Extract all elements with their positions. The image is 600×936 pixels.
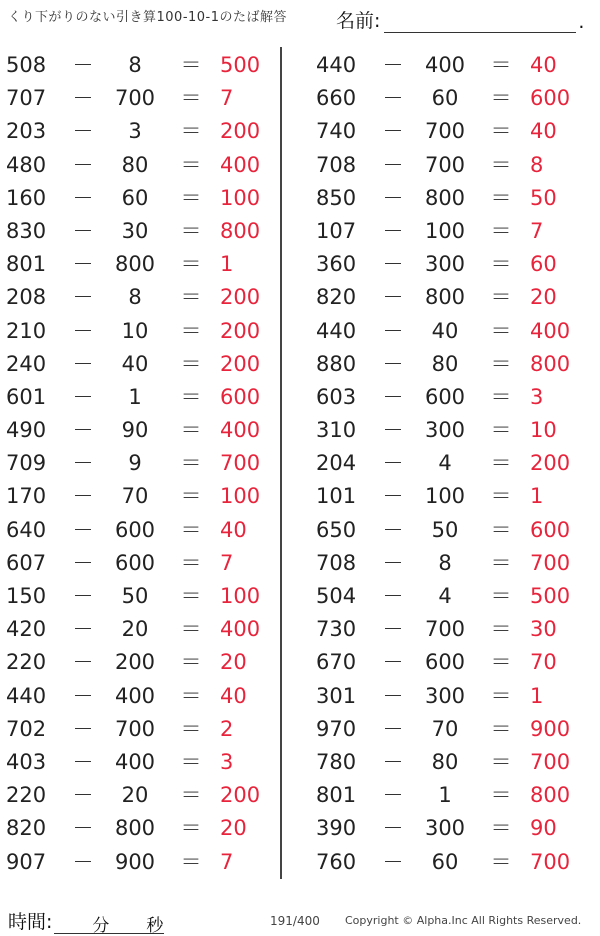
answer: 700 [220,451,261,476]
equals-sign: ＝ [490,484,512,509]
minus-sign: － [382,218,404,243]
answer: 7 [220,86,234,111]
minuend: 607 [6,550,47,575]
minuend: 360 [316,252,357,277]
equals-sign: ＝ [180,351,202,376]
minuend: 760 [316,849,357,874]
minuend: 730 [316,617,357,642]
answer: 200 [220,318,261,343]
answer: 10 [530,418,557,443]
subtrahend: 900 [114,849,156,874]
equals-sign: ＝ [490,451,512,476]
subtrahend: 300 [424,683,466,708]
minus-sign: － [72,218,94,243]
minus-sign: － [72,185,94,210]
equals-sign: ＝ [180,285,202,310]
minuend: 801 [316,783,357,808]
equals-sign: ＝ [180,716,202,741]
answer: 3 [220,749,234,774]
subtrahend: 4 [438,584,452,608]
minuend: 820 [316,285,357,310]
answer: 30 [530,617,557,642]
worksheet-title: くり下がりのない引き算100-10-1のたば解答 [8,10,288,25]
subtrahend: 70 [431,716,459,741]
minus-sign: － [72,816,94,841]
answer: 40 [220,517,247,542]
equals-sign: ＝ [490,683,512,708]
minuend: 150 [6,584,47,608]
equals-sign: ＝ [490,418,512,443]
minus-sign: － [72,517,94,542]
answer: 1 [220,252,234,277]
minus-sign: － [382,783,404,808]
equals-sign: ＝ [180,252,202,277]
minuend: 420 [6,617,47,642]
minuend: 107 [316,218,357,243]
equals-sign: ＝ [490,849,512,874]
minuend: 850 [316,185,357,210]
subtrahend: 8 [128,285,142,310]
equals-sign: ＝ [490,218,512,243]
answer: 100 [220,185,261,210]
subtrahend: 700 [424,152,466,177]
answer: 40 [530,53,557,77]
answer: 50 [530,185,557,210]
equals-sign: ＝ [490,53,512,77]
answer: 800 [530,351,571,376]
subtrahend: 700 [114,716,156,741]
minus-sign: － [72,119,94,144]
minuend: 203 [6,119,47,144]
answer: 700 [530,849,571,874]
minus-sign: － [382,716,404,741]
minutes-label: 分 [92,916,110,936]
equals-sign: ＝ [180,816,202,841]
subtrahend: 4 [438,451,452,476]
minuend: 820 [6,816,47,841]
minuend: 403 [6,749,47,774]
minus-sign: － [72,152,94,177]
answer: 90 [530,816,557,841]
equals-sign: ＝ [490,783,512,808]
subtrahend: 100 [424,218,466,243]
subtrahend: 800 [114,252,156,277]
minuend: 220 [6,650,47,675]
minuend: 208 [6,285,47,310]
minus-sign: － [72,683,94,708]
answer: 20 [530,285,557,310]
minuend: 490 [6,418,47,443]
subtrahend: 8 [438,550,452,575]
minus-sign: － [382,749,404,774]
equals-sign: ＝ [180,384,202,409]
equals-sign: ＝ [490,517,512,542]
minuend: 390 [316,816,357,841]
minus-sign: － [382,816,404,841]
subtrahend: 300 [424,418,466,443]
equals-sign: ＝ [490,650,512,675]
subtrahend: 1 [438,783,452,808]
minus-sign: － [382,550,404,575]
subtrahend: 300 [424,252,466,277]
equals-sign: ＝ [180,53,202,77]
minus-sign: － [72,318,94,343]
equals-sign: ＝ [490,185,512,210]
minus-sign: － [382,252,404,277]
subtrahend: 90 [121,418,149,443]
subtrahend: 50 [431,517,459,542]
equals-sign: ＝ [490,86,512,111]
equals-sign: ＝ [180,749,202,774]
copyright-notice: Copyright © Alpha.Inc All Rights Reserved. [345,914,582,927]
answer: 40 [220,683,247,708]
minus-sign: － [382,849,404,874]
minus-sign: － [72,285,94,310]
answer: 7 [530,218,544,243]
subtrahend: 300 [424,816,466,841]
equals-sign: ＝ [180,484,202,509]
answer: 20 [220,650,247,675]
equals-sign: ＝ [490,816,512,841]
equals-sign: ＝ [180,86,202,111]
column-divider [280,47,282,879]
minus-sign: － [382,451,404,476]
subtrahend: 200 [114,650,156,675]
subtrahend: 700 [114,86,156,111]
answer: 400 [220,617,261,642]
subtrahend: 80 [431,749,459,774]
minus-sign: － [72,53,94,77]
equals-sign: ＝ [180,550,202,575]
minus-sign: － [72,351,94,376]
answer: 500 [530,584,571,608]
subtrahend: 1 [128,384,142,409]
minus-sign: － [72,650,94,675]
minuend: 508 [6,53,47,77]
minuend: 702 [6,716,47,741]
minuend: 480 [6,152,47,177]
minuend: 504 [316,584,357,608]
subtrahend: 800 [424,185,466,210]
subtrahend: 8 [128,53,142,77]
minus-sign: － [72,252,94,277]
minus-sign: － [382,86,404,111]
subtrahend: 100 [424,484,466,509]
equals-sign: ＝ [180,318,202,343]
minus-sign: － [72,484,94,509]
minuend: 640 [6,517,47,542]
answer: 600 [530,86,571,111]
equals-sign: ＝ [490,384,512,409]
answer: 700 [530,749,571,774]
equals-sign: ＝ [490,318,512,343]
answer: 600 [530,517,571,542]
equals-sign: ＝ [490,749,512,774]
answer: 8 [530,152,544,177]
minuend: 650 [316,517,357,542]
minus-sign: － [72,384,94,409]
equals-sign: ＝ [490,617,512,642]
subtrahend: 50 [121,584,149,608]
answer: 7 [220,849,234,874]
subtrahend: 10 [121,318,149,343]
equals-sign: ＝ [490,252,512,277]
answer: 2 [220,716,234,741]
equals-sign: ＝ [490,716,512,741]
equals-sign: ＝ [180,584,202,608]
minus-sign: － [382,285,404,310]
answer: 70 [530,650,557,675]
name-label: 名前: [336,10,381,32]
equals-sign: ＝ [490,285,512,310]
minuend: 240 [6,351,47,376]
minus-sign: － [72,418,94,443]
subtrahend: 60 [431,849,459,874]
minuend: 830 [6,218,47,243]
minus-sign: － [382,53,404,77]
minuend: 709 [6,451,47,476]
minus-sign: － [382,683,404,708]
minuend: 740 [316,119,357,144]
page-number: 191/400 [270,914,320,928]
minuend: 220 [6,783,47,808]
equals-sign: ＝ [180,650,202,675]
subtrahend: 600 [424,650,466,675]
subtrahend: 700 [424,617,466,642]
minuend: 301 [316,683,357,708]
minus-sign: － [382,152,404,177]
minus-sign: － [382,119,404,144]
minuend: 440 [6,683,47,708]
subtrahend: 80 [431,351,459,376]
answer: 3 [530,384,544,409]
minuend: 907 [6,849,47,874]
minus-sign: － [382,517,404,542]
equals-sign: ＝ [180,451,202,476]
answer: 700 [530,550,571,575]
seconds-label: 秒 [146,916,164,936]
answer: 100 [220,484,261,509]
minuend: 670 [316,650,357,675]
answer: 800 [530,783,571,808]
subtrahend: 800 [114,816,156,841]
minuend: 101 [316,484,357,509]
minuend: 801 [6,252,47,277]
equals-sign: ＝ [180,849,202,874]
subtrahend: 30 [121,218,149,243]
answer: 400 [220,418,261,443]
minuend: 708 [316,152,357,177]
minuend: 204 [316,451,357,476]
minus-sign: － [382,650,404,675]
minus-sign: － [382,318,404,343]
equals-sign: ＝ [180,517,202,542]
minus-sign: － [382,584,404,608]
minuend: 708 [316,550,357,575]
answer: 900 [530,716,571,741]
minuend: 210 [6,318,47,343]
equals-sign: ＝ [180,683,202,708]
minuend: 880 [316,351,357,376]
answer: 100 [220,584,261,608]
answer: 800 [220,218,261,243]
answer: 1 [530,683,544,708]
subtrahend: 40 [431,318,459,343]
minuend: 440 [316,318,357,343]
equals-sign: ＝ [180,218,202,243]
equals-sign: ＝ [490,550,512,575]
minus-sign: － [382,418,404,443]
minus-sign: － [382,185,404,210]
answer: 200 [530,451,571,476]
time-blank-line [54,911,164,934]
equals-sign: ＝ [180,418,202,443]
name-suffix: . [578,11,585,33]
subtrahend: 600 [114,517,156,542]
minuend: 603 [316,384,357,409]
subtrahend: 70 [121,484,149,509]
answer: 400 [530,318,571,343]
equals-sign: ＝ [490,119,512,144]
minuend: 601 [6,384,47,409]
equals-sign: ＝ [490,351,512,376]
minuend: 170 [6,484,47,509]
subtrahend: 20 [121,783,149,808]
subtrahend: 3 [128,119,142,144]
subtrahend: 400 [114,749,156,774]
subtrahend: 600 [424,384,466,409]
time-field [8,907,164,934]
minus-sign: － [72,451,94,476]
equals-sign: ＝ [490,584,512,608]
minuend: 160 [6,185,47,210]
answer: 600 [220,384,261,409]
subtrahend: 400 [424,53,466,77]
minuend: 970 [316,716,357,741]
time-label: 時間: [8,911,53,933]
subtrahend: 60 [431,86,459,111]
subtrahend: 60 [121,185,149,210]
equals-sign: ＝ [180,185,202,210]
minuend: 310 [316,418,357,443]
minus-sign: － [382,484,404,509]
answer: 20 [220,816,247,841]
minus-sign: － [72,617,94,642]
minuend: 780 [316,749,357,774]
minus-sign: － [72,849,94,874]
equals-sign: ＝ [180,617,202,642]
answer: 500 [220,53,261,77]
subtrahend: 9 [128,451,142,476]
equals-sign: ＝ [180,119,202,144]
answer: 200 [220,285,261,310]
minus-sign: － [72,550,94,575]
equals-sign: ＝ [180,152,202,177]
answer: 40 [530,119,557,144]
equals-sign: ＝ [490,152,512,177]
answer: 200 [220,783,261,808]
answer: 60 [530,252,557,277]
answer: 200 [220,119,261,144]
subtrahend: 40 [121,351,149,376]
name-blank-line [384,12,576,33]
minus-sign: － [72,86,94,111]
minuend: 440 [316,53,357,77]
minus-sign: － [382,384,404,409]
subtrahend: 800 [424,285,466,310]
answer: 7 [220,550,234,575]
answer: 200 [220,351,261,376]
subtrahend: 20 [121,617,149,642]
minus-sign: － [382,617,404,642]
minus-sign: － [72,584,94,608]
equals-sign: ＝ [180,783,202,808]
subtrahend: 400 [114,683,156,708]
minus-sign: － [72,783,94,808]
minus-sign: － [72,749,94,774]
minuend: 660 [316,86,357,111]
minus-sign: － [72,716,94,741]
name-field [336,6,584,33]
minuend: 707 [6,86,47,111]
subtrahend: 600 [114,550,156,575]
answer: 1 [530,484,544,509]
subtrahend: 700 [424,119,466,144]
subtrahend: 80 [121,152,149,177]
minus-sign: － [382,351,404,376]
answer: 400 [220,152,261,177]
